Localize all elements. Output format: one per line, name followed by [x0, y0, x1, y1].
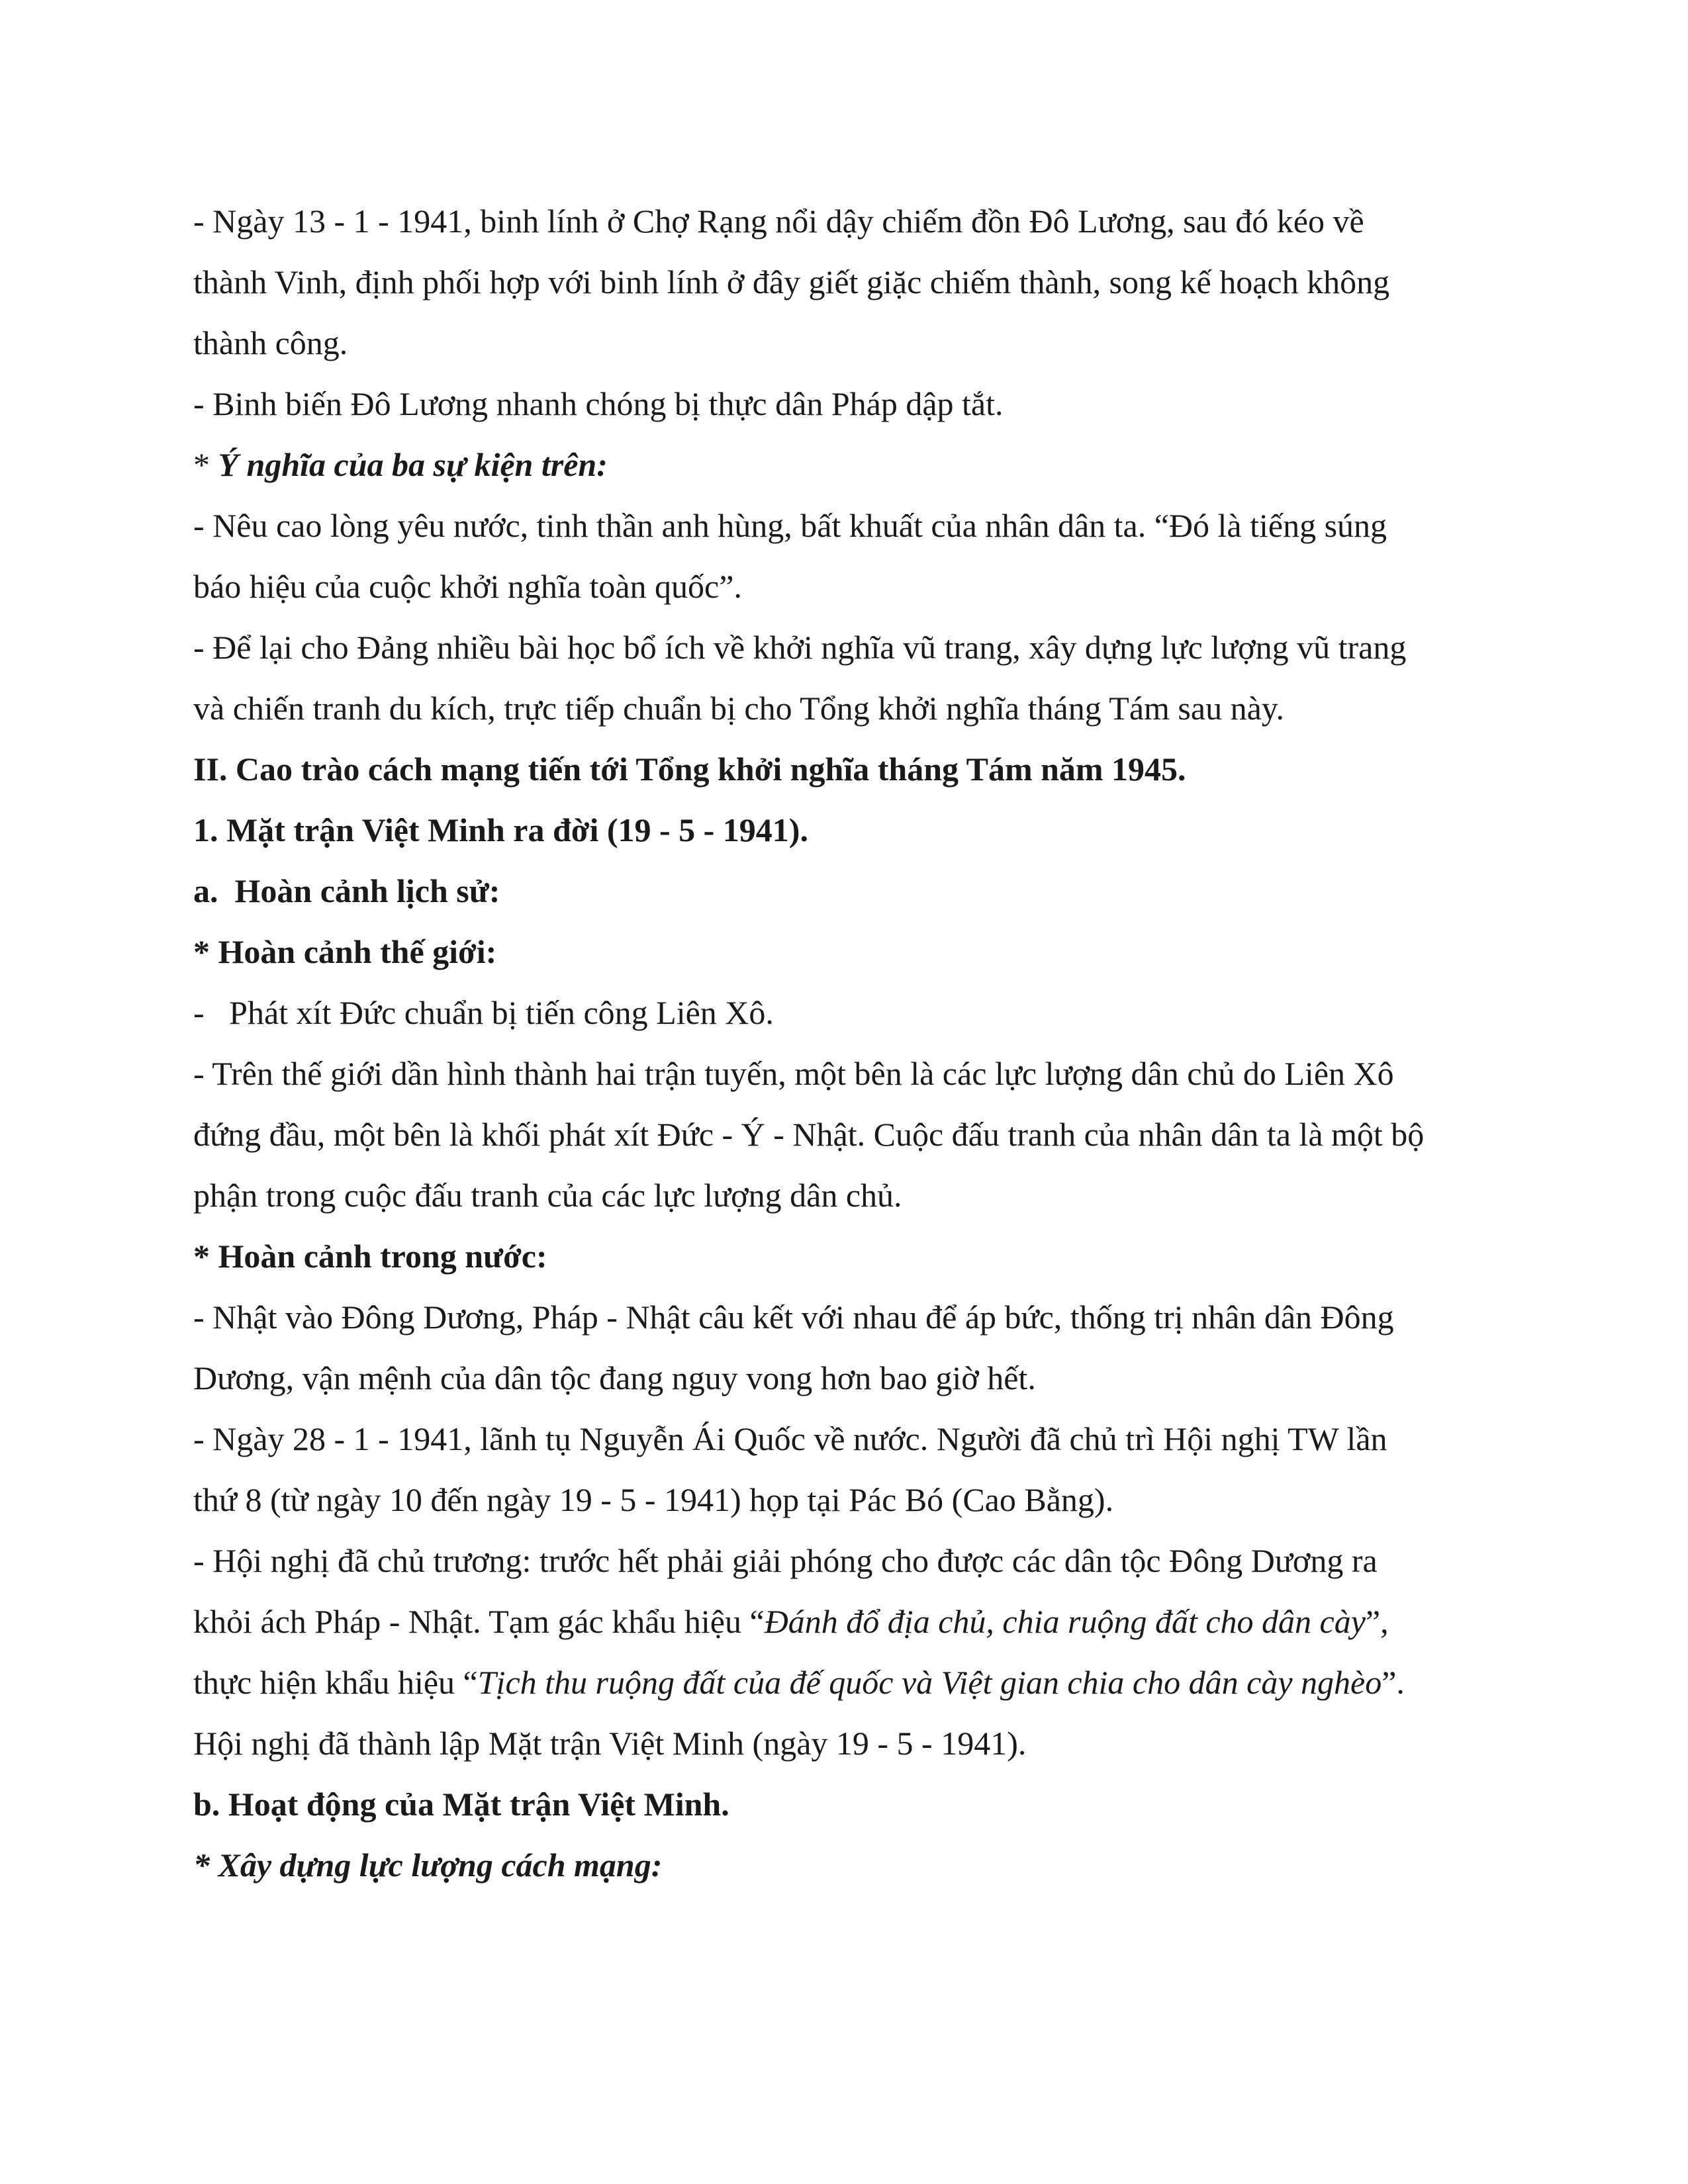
- section-heading: * Hoàn cảnh thế giới:: [193, 933, 497, 970]
- paragraph-line: - Nêu cao lòng yêu nước, tinh thần anh hùng, bất khuất của nhân dân ta. “Đó là tiếng súng: [193, 507, 1387, 544]
- paragraph-line: thành công.: [193, 324, 348, 361]
- paragraph-line: thành Vinh, định phối hợp với binh lính ở đây giết giặc chiếm thành, song kế hoạch không: [193, 263, 1390, 300]
- paragraph-line: - Để lại cho Đảng nhiều bài học bổ ích về khởi nghĩa vũ trang, xây dựng lực lượng vũ trang: [193, 629, 1407, 666]
- paragraph-line: - Ngày 28 - 1 - 1941, lãnh tụ Nguyễn Ái Quốc về nước. Người đã chủ trì Hội nghị TW lần: [193, 1420, 1387, 1457]
- paragraph-line: báo hiệu của cuộc khởi nghĩa toàn quốc”.: [193, 568, 742, 605]
- slogan-italic: Tịch thu ruộng đất của đế quốc và Việt gian chia cho dân cày nghèo: [477, 1664, 1382, 1701]
- paragraph-line: - Ngày 13 - 1 - 1941, binh lính ở Chợ Rạng nổi dậy chiếm đồn Đô Lương, sau đó kéo về: [193, 203, 1364, 240]
- paragraph-line: phận trong cuộc đấu tranh của các lực lượng dân chủ.: [193, 1177, 902, 1214]
- text-run: ”.: [1382, 1664, 1405, 1701]
- text-run: ”,: [1365, 1603, 1389, 1640]
- section-heading: b. Hoạt động của Mặt trận Việt Minh.: [193, 1786, 729, 1823]
- bullet-prefix: *: [193, 446, 218, 483]
- section-heading: * Hoàn cảnh trong nước:: [193, 1238, 547, 1275]
- paragraph-line: - Hội nghị đã chủ trương: trước hết phải giải phóng cho được các dân tộc Đông Dương ra: [193, 1542, 1378, 1579]
- subheading-text: Ý nghĩa của ba sự kiện trên:: [218, 446, 608, 483]
- paragraph-line: - Binh biến Đô Lương nhanh chóng bị thực dân Pháp dập tắt.: [193, 385, 1004, 422]
- paragraph-line-slogan-1: [193, 1591, 1495, 1652]
- section-heading: II. Cao trào cách mạng tiến tới Tổng khởi nghĩa tháng Tám năm 1945.: [193, 751, 1186, 788]
- text-run: khỏi ách Pháp - Nhật. Tạm gác khẩu hiệu “: [193, 1603, 765, 1640]
- text-run: thực hiện khẩu hiệu “: [193, 1664, 478, 1701]
- paragraph-line-slogan-2: [193, 1652, 1495, 1713]
- paragraph-line: Dương, vận mệnh của dân tộc đang nguy vong hơn bao giờ hết.: [193, 1359, 1036, 1396]
- paragraph-line: - Nhật vào Đông Dương, Pháp - Nhật câu kết với nhau để áp bức, thống trị nhân dân Đông: [193, 1298, 1394, 1336]
- section-subheading-significance: [193, 434, 1495, 495]
- document-page: [193, 191, 1495, 1895]
- paragraph-line: đứng đầu, một bên là khối phát xít Đức - Ý - Nhật. Cuộc đấu tranh của nhân dân ta là một bộ: [193, 1116, 1425, 1153]
- paragraph-line: Hội nghị đã thành lập Mặt trận Việt Minh (ngày 19 - 5 - 1941).: [193, 1725, 1027, 1762]
- slogan-italic: Đánh đổ địa chủ, chia ruộng đất cho dân cày: [764, 1603, 1366, 1640]
- paragraph-line: - Trên thế giới dần hình thành hai trận tuyến, một bên là các lực lượng dân chủ do Liên Xô: [193, 1055, 1394, 1092]
- paragraph-line: và chiến tranh du kích, trực tiếp chuẩn bị cho Tổng khởi nghĩa tháng Tám sau này.: [193, 690, 1285, 727]
- section-heading: a. Hoàn cảnh lịch sử:: [193, 872, 500, 909]
- section-heading: 1. Mặt trận Việt Minh ra đời (19 - 5 - 1941).: [193, 811, 808, 848]
- paragraph-line: thứ 8 (từ ngày 10 đến ngày 19 - 5 - 1941) họp tại Pác Bó (Cao Bằng).: [193, 1481, 1114, 1518]
- paragraph-line: - Phát xít Đức chuẩn bị tiến công Liên Xô.: [193, 994, 774, 1031]
- section-subheading: * Xây dựng lực lượng cách mạng:: [193, 1846, 663, 1884]
